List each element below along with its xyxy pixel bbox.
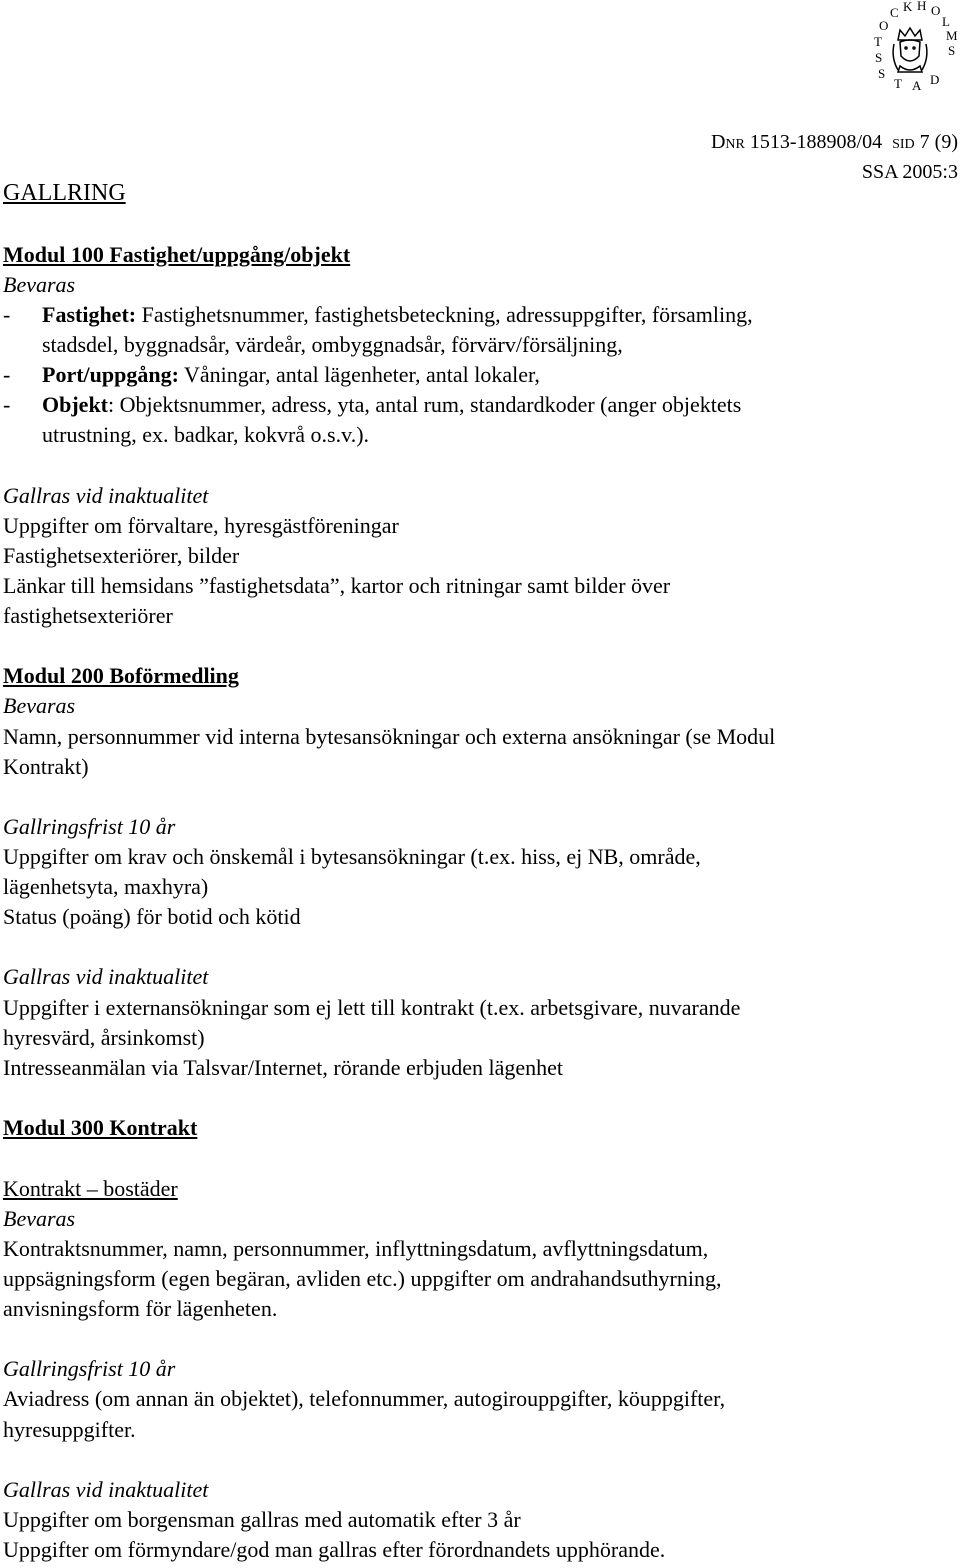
text-line: Status (poäng) för botid och kötid [3, 904, 301, 929]
bevaras-label: Bevaras [3, 1206, 76, 1231]
text-line: Uppgifter i externansökningar som ej lett till kontrakt (t.ex. arbetsgivare, nuvarande [3, 995, 741, 1020]
text-line: Kontraktsnummer, namn, personnummer, inflyttningsdatum, avflyttningsdatum, [3, 1236, 709, 1261]
text-line: Fastighetsexteriörer, bilder [3, 543, 240, 568]
logo-letter: S [878, 66, 886, 81]
item-label: Objekt [42, 392, 108, 417]
dnr-label: Dnr [710, 131, 745, 153]
list-dash: - [3, 302, 11, 327]
logo-letter: T [894, 76, 902, 91]
text-line: hyresvärd, årsinkomst) [3, 1025, 205, 1050]
modul-200-heading: Modul 200 Boförmedling [3, 663, 239, 688]
gallras-label: Gallras vid inaktualitet [3, 1477, 209, 1502]
page-title: GALLRING [3, 180, 126, 206]
bevaras-label: Bevaras [3, 693, 76, 718]
item-label: Port/uppgång: [42, 362, 179, 387]
document-reference [711, 127, 958, 187]
text-line: Namn, personnummer vid interna bytesansökningar och externa ansökningar (se Modul [3, 724, 776, 749]
list-item-port [42, 360, 540, 390]
list-dash: - [3, 392, 11, 417]
logo-letter: A [912, 78, 922, 93]
logo-letter: O [879, 18, 889, 33]
logo-letter: M [946, 28, 958, 43]
modul-100-heading: Modul 100 Fastighet/uppgång/objekt [3, 242, 351, 267]
gallras-label: Gallras vid inaktualitet [3, 483, 209, 508]
text-line: Uppgifter om förvaltare, hyresgästföreningar [3, 513, 399, 538]
text-line: lägenhetsyta, maxhyra) [3, 874, 209, 899]
logo-letter: O [931, 3, 941, 18]
item-text: : Objektsnummer, adress, yta, antal rum, standardkoder (anger objektets [108, 392, 742, 417]
list-item-objekt [42, 390, 741, 420]
list-item-continuation: stadsdel, byggnadsår, värdeår, ombyggnadsår, förvärv/försäljning, [42, 332, 623, 357]
text-line: fastighetsexteriörer [3, 603, 173, 628]
item-text: Fastighetsnummer, fastighetsbeteckning, adressuppgifter, församling, [136, 302, 753, 327]
text-line: Uppgifter om förmyndare/god man gallras efter förordnandets upphörande. [3, 1537, 666, 1562]
stockholms-stad-logo [860, 0, 960, 100]
text-line: Aviadress (om annan än objektet), telefonnummer, autogirouppgifter, köuppgifter, [3, 1386, 726, 1411]
logo-letter: S [875, 50, 883, 65]
logo-letter: H [917, 0, 927, 13]
logo-letter: S [948, 43, 956, 58]
text-line: Länkar till hemsidans ”fastighetsdata”, kartor och ritningar samt bilder över [3, 573, 671, 598]
dnr-value: 1513-188908/04 [749, 131, 883, 153]
logo-letter: K [903, 0, 913, 14]
text-line: anvisningsform för lägenheten. [3, 1296, 278, 1321]
gallringsfrist-label: Gallringsfrist 10 år [3, 1356, 176, 1381]
text-line: Kontrakt) [3, 754, 89, 779]
text-line: Uppgifter om borgensman gallras med automatik efter 3 år [3, 1507, 521, 1532]
modul-300-heading: Modul 300 Kontrakt [3, 1115, 198, 1140]
item-text: Våningar, antal lägenheter, antal lokaler, [178, 362, 540, 387]
bevaras-label: Bevaras [3, 272, 76, 297]
gallras-label: Gallras vid inaktualitet [3, 964, 209, 989]
list-dash: - [3, 362, 11, 387]
item-label: Fastighet: [42, 302, 137, 327]
gallringsfrist-label: Gallringsfrist 10 år [3, 814, 176, 839]
logo-letter: T [874, 34, 882, 49]
logo-letter: D [930, 72, 940, 87]
text-line: hyresuppgifter. [3, 1417, 136, 1442]
list-item-fastighet [42, 300, 753, 330]
kontrakt-subheading: Kontrakt – bostäder [3, 1176, 178, 1201]
logo-letter: C [890, 5, 899, 20]
sid-label: sid [892, 131, 915, 153]
text-line: uppsägningsform (egen begäran, avliden etc.) uppgifter om andrahandsuthyrning, [3, 1266, 722, 1291]
text-line: Uppgifter om krav och önskemål i bytesansökningar (t.ex. hiss, ej NB, område, [3, 844, 701, 869]
sid-value: 7 (9) [919, 131, 958, 153]
list-item-continuation: utrustning, ex. badkar, kokvrå o.s.v.). [42, 422, 370, 447]
ssa-reference: SSA 2005:3 [861, 161, 958, 183]
text-line: Intresseanmälan via Talsvar/Internet, rörande erbjuden lägenhet [3, 1055, 564, 1080]
crowned-head-icon [893, 28, 927, 72]
logo-letter: L [942, 14, 950, 29]
